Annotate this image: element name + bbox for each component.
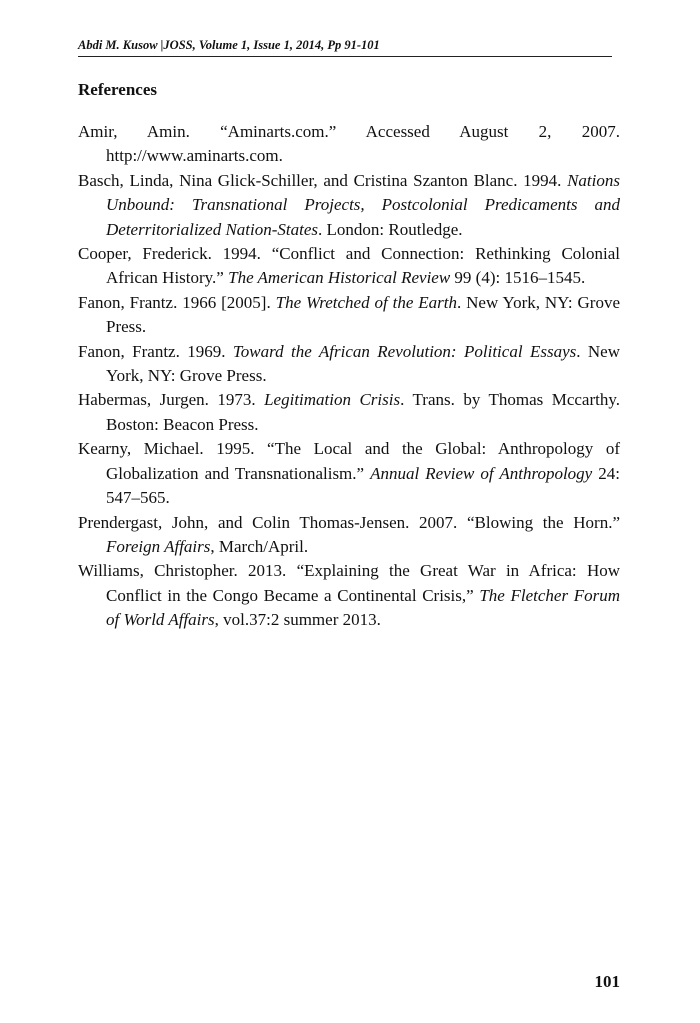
reference-item — [78, 559, 620, 632]
section-title: References — [78, 80, 157, 99]
reference-title: The Wretched of the Earth — [275, 292, 457, 312]
reference-text: Cooper, Frederick. 1994. “Conflict and Connection: Rethinking Colonial African History.” — [78, 244, 620, 288]
reference-text: Kearny, Michael. 1995. “The Local and the Global: Anthropology of Globalization and Transnationalism.” — [78, 439, 620, 483]
reference-text: Habermas, Jurgen. 1973. — [78, 390, 265, 410]
reference-text: Basch, Linda, Nina Glick-Schiller, and Cristina Szanton Blanc. 1994. — [78, 170, 568, 190]
reference-text: Prendergast, John, and Colin Thomas-Jensen. 2007. “Blowing the Horn.” — [78, 512, 620, 532]
reference-text: , March/April. — [210, 536, 309, 556]
page-number: 101 — [594, 972, 620, 991]
reference-item — [78, 291, 620, 340]
reference-text: Fanon, Frantz. 1969. — [78, 341, 233, 361]
reference-title: Nations Unbound: Transnational Projects, Postcolonial Predicaments and Deterritorialized Nation-States — [106, 170, 620, 239]
reference-text: . New York, NY: Grove Press. — [106, 292, 620, 337]
reference-title: Legitimation Crisis — [264, 390, 401, 410]
reference-text: 99 (4): 1516–1545. — [450, 268, 586, 288]
reference-item — [78, 120, 620, 169]
reference-item — [78, 242, 620, 291]
running-head: Abdi M. Kusow |JOSS, Volume 1, Issue 1, 2014, Pp 91-101 — [78, 38, 612, 57]
reference-list — [78, 120, 620, 633]
reference-text: . Trans. by Thomas Mccarthy. Boston: Beacon Press. — [106, 390, 621, 434]
reference-title: Annual Review of Anthropology — [370, 463, 593, 483]
reference-item — [78, 169, 620, 242]
reference-text: . London: Routledge. — [318, 219, 463, 239]
reference-text: Williams, Christopher. 2013. “Explaining the Great War in Africa: How Conflict in the Congo Became a Continental Crisis,” — [78, 561, 620, 605]
reference-item — [78, 340, 620, 389]
reference-title: The American Historical Review — [228, 268, 451, 288]
reference-text: , vol.37:2 summer 2013. — [214, 610, 381, 630]
reference-title: Foreign Affairs — [106, 536, 211, 556]
reference-item — [78, 388, 620, 437]
reference-item — [78, 511, 620, 560]
reference-text: Amir, Amin. “Aminarts.com.” Accessed August 2, 2007. http://www.aminarts.com. — [78, 122, 620, 166]
reference-text: . New York, NY: Grove Press. — [106, 341, 620, 386]
reference-item — [78, 437, 620, 510]
reference-title: Toward the African Revolution: Political Essays — [232, 341, 577, 361]
reference-text: 24: 547–565. — [106, 463, 620, 508]
reference-title: The Fletcher Forum of World Affairs — [106, 585, 621, 630]
reference-text: Fanon, Frantz. 1966 [2005]. — [78, 292, 276, 312]
